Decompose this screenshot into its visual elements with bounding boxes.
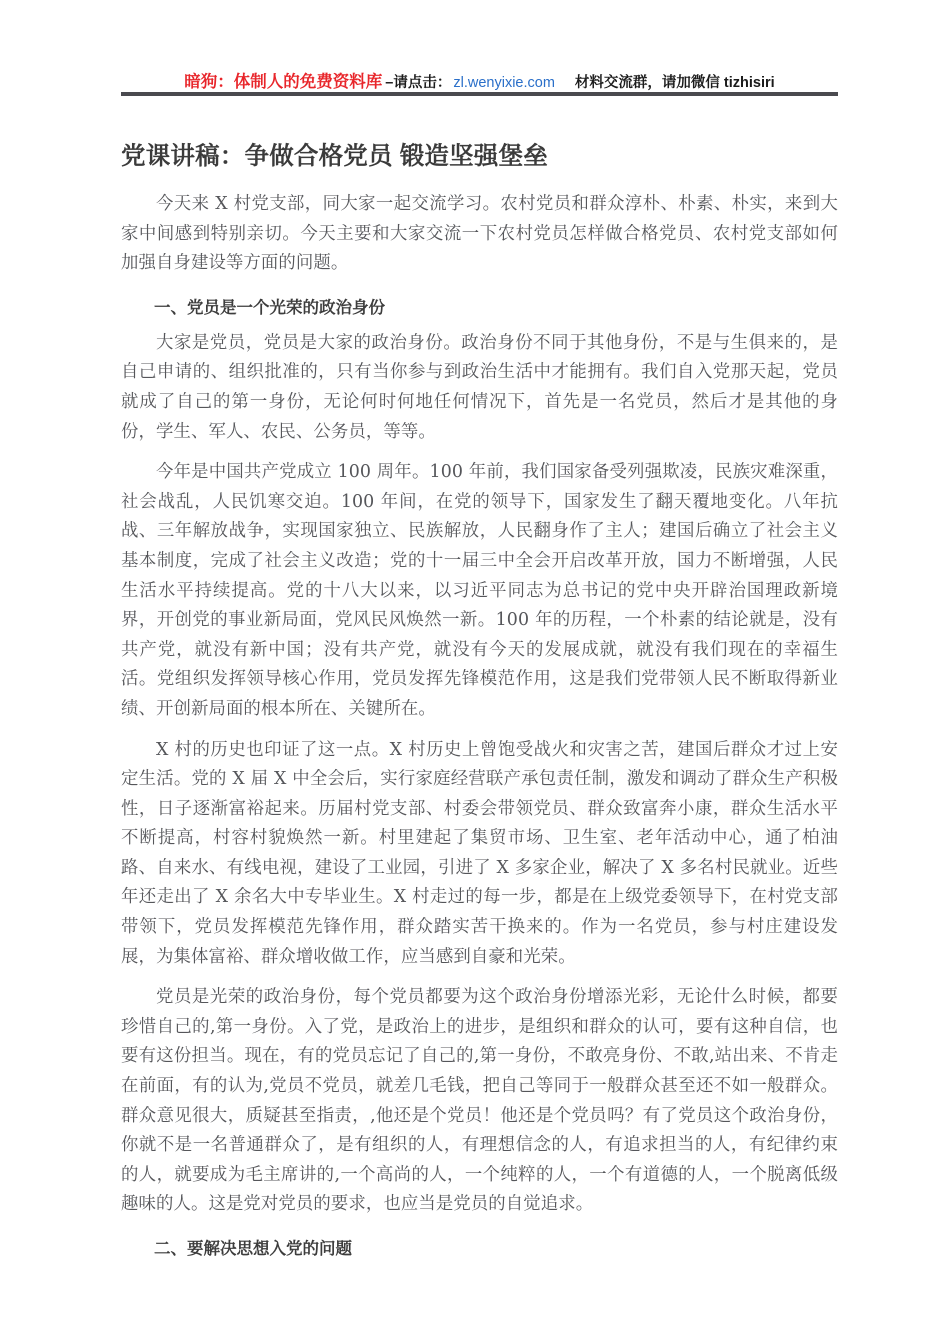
promo-red-text: 暗狗：体制人的免费资料库 [184, 73, 383, 91]
document-blocks [121, 190, 838, 1264]
promo-banner-content [184, 68, 774, 92]
body-paragraph: 今天来 X 村党支部，同大家一起交流学习。农村党员和群众淳朴、朴素、朴实，来到大家中间感到特别亲切。今天主要和大家交流一下农村党员怎样做合格党员、农村党支部如何加强自身建设等方面的问题。 [121, 194, 838, 274]
body-paragraph: X 村的历史也印证了这一点。X 村历史上曾饱受战火和灾害之苦，建国后群众才过上安定生活。党的 X 届 X 中全会后，实行家庭经营联产承包责任制，激发和调动了群众生产积极性，日子逐渐富裕起来。历届村党支部、村委会带领党员、群众致富奔小康，群众生活水平不断提高，村容村貌焕然一新。村里建起了集贸市场、卫生室、老年活动中心，通了柏油路、自来水、有线电视，建设了工业园，引进了 X 多家企业，解决了 X 多名村民就业。近些年还走出了 X 余名大中专毕业生。X 村走过的每一步，都是在上级党委领导下，在村党支部带领下，党员发挥模范先锋作用，群众踏实苦干换来的。作为一名党员，参与村庄建设发展，为集体富裕、群众增收做工作，应当感到自豪和光荣。 [121, 739, 838, 967]
body-paragraph: 大家是党员，党员是大家的政治身份。政治身份不同于其他身份，不是与生俱来的，是自己申请的、组织批准的，只有当你参与到政治生活中才能拥有。我们自入党那天起，党员就成了自己的第一身份，无论何时何地任何情况下，首先是一名党员，然后才是其他的身份，学生、军人、农民、公务员，等等。 [121, 332, 838, 442]
promo-click-prompt: –请点击： [385, 75, 452, 91]
document-body [121, 140, 838, 1270]
section-heading: 二、要解决思想入党的问题 [154, 1240, 352, 1258]
promo-divider-rule [121, 92, 838, 96]
promo-site-link[interactable]: zl.wenyixie.com [453, 75, 555, 91]
body-paragraph: 党员是光荣的政治身份，每个党员都要为这个政治身份增添光彩，无论什么时候，都要珍惜自己的‚第一身份。入了党，是政治上的进步，是组织和群众的认可，要有这种自信，也要有这份担当。现在，有的党员忘记了自己的‚第一身份，不敢亮身份、不敢‚站出来、不肯走在前面，有的认为‚党员不党员，就差几毛钱，把自己等同于一般群众甚至还不如一般群众。群众意见很大，质疑甚至指责，‚他还是个党员！他还是个党员吗？有了党员这个政治身份，你就不是一名普通群众了，是有组织的人，有理想信念的人，有追求担当的人，有纪律约束的人，就要成为毛主席讲的‚一个高尚的人，一个纯粹的人，一个有道德的人，一个脱离低级趣味的人。这是党对党员的要求，也应当是党员的自觉追求。 [121, 987, 838, 1215]
section-heading: 一、党员是一个光荣的政治身份 [154, 298, 385, 317]
body-paragraph: 今年是中国共产党成立 100 周年。100 年前，我们国家备受列强欺凌，民族灾难深重，社会战乱，人民饥寒交迫。100 年间，在党的领导下，国家发生了翻天覆地变化。八年抗战、三年解放战争，实现国家独立、民族解放，人民翻身作了主人；建国后确立了社会主义基本制度，完成了社会主义改造；党的十一届三中全会开启改革开放，国力不断增强，人民生活水平持续提高。党的十八大以来，以习近平同志为总书记的党中央开辟治国理政新境界，开创党的事业新局面，党风民风焕然一新。100 年的历程，一个朴素的结论就是，没有共产党，就没有新中国；没有共产党，就没有今天的发展成就，就没有我们现在的幸福生活。党组织发挥领导核心作用，党员发挥先锋模范作用，这是我们党带领人民不断取得新业绩、开创新局面的根本所在、关键所在。 [121, 462, 838, 719]
promo-wechat-text: 材料交流群，请加微信 tizhisiri [574, 75, 775, 91]
page-title: 党课讲稿：争做合格党员 锻造坚强堡垒 [121, 143, 548, 170]
